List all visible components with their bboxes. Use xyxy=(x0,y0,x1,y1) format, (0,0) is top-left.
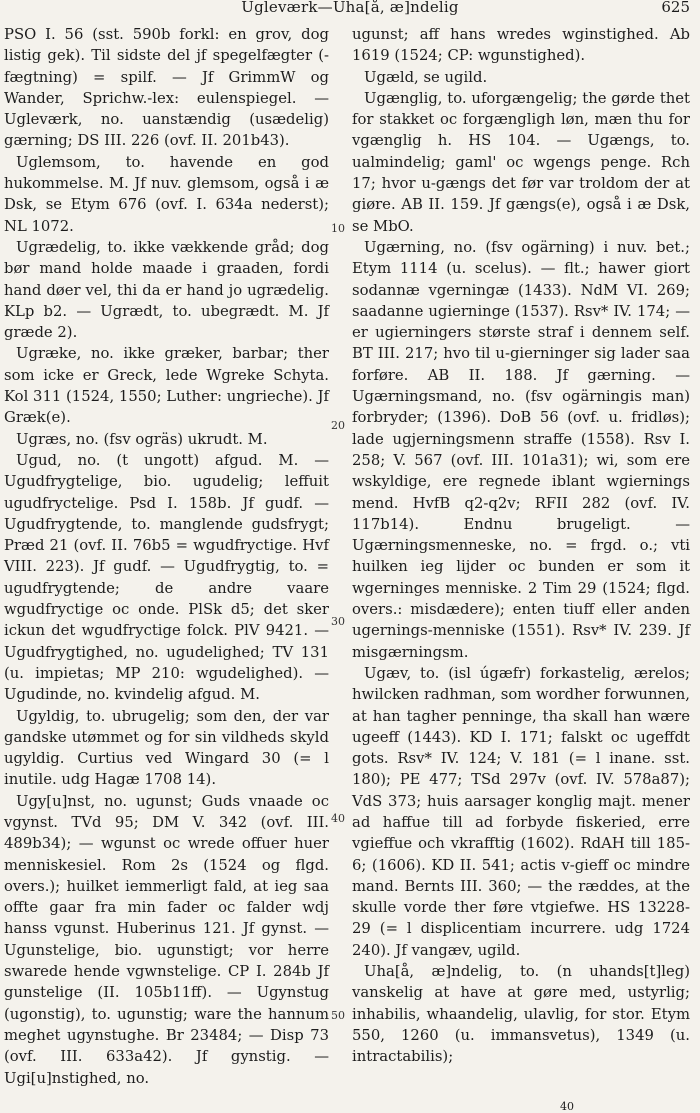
line-number: 30 xyxy=(331,615,345,628)
entry-paragraph: Ugæv, to. (isl úgæfr) forkastelig, ærelos; hwilcken radhman, som wordher forwunnen, at han tagher penninge, tha skall han wære ugeeff (1443). KD I. 171; falskt oc ugeffdt gots. Rsv* IV. 124; V. 181 (= l inane. sst. 180); PE 477; TSd 297v (ovf. IV. 578a87); VdS 373; huis aarsager konglig majt. mener ad haffue till ad forbyde fiskeried, erre vgieffue och vkrafftig (1602). RdAH till 185-6; (1606). KD II. 541; actis v-gieff oc mindre mand. Bernts III. 360; — the ræddes, at the skulle vorde ther føre vtgiefwe. HS 13228-29 (= l displicentiam incurrere. udg 1724 240). Jf vangæv, ugild. xyxy=(352,664,690,959)
entry-paragraph: Ugy[u]nst, no. ugunst; Guds vnaade oc vgynst. TVd 95; DM V. 342 (ovf. III. 489b34); — wgunst oc wrede offuer huer menniskesiel. Rom 2s (1524 og flgd. overs.); huilket iemmerligt fald, at ieg saa offte gaar fra min fader oc falder wdj hanss vgunst. Huberinus 121. Jf gynst. — Ugunstelige, bio. ugunstigt; vor herre swarede hende vgwnstelige. CP I. 284b Jf gunstelige (II. 105b11ff). — Ugynstug (ugonstig), to. ugunstig; ware the hannum meghet ugynstughe. Br 23484; — Disp 73 (ovf. III. 633a42). Jf gynstig. — Ugi[u]nstighed, no. xyxy=(4,792,329,1087)
line-number: 50 xyxy=(331,1009,345,1022)
entry-paragraph: Ugæld, se ugild. xyxy=(364,68,488,86)
entry-paragraph: Ugræke, no. ikke græker, barbar; ther som icke er Greck, lede Wgreke Schyta. Kol 311 (1524, 1550; Luther: ungrieche). Jf Græk(e). xyxy=(4,345,329,427)
entry-paragraph: Uha[å, æ]ndelig, to. (n uhands[t]leg) vanskelig at have at gøre med, ustyrlig; inhabilis, whaandelig, ulavlig, for stor. Etym 550, 1260 (u. immansvetus), 1349 (u. intractabilis); xyxy=(352,963,690,1066)
entry-paragraph: ugunst; aff hans wredes wginstighed. Ab 1619 (1524; CP: wgunstighed). xyxy=(352,26,690,65)
entry-paragraph: Ugyldig, to. ubrugelig; som den, der var gandske utømmet og for sin vildheds skyld ugyldig. Curtius ved Wingard 30 (= l inutile. udg Hagæ 1708 14). xyxy=(4,707,329,789)
footer-fragment: 40 xyxy=(560,1100,574,1113)
entry-paragraph: Ugænglig, to. uforgængelig; the gørde thet for stakket oc forgængligh løn, mæn thu for vgænglig h. HS 104. — Ugængs, to. ualmindelig; gaml' oc wgengs penge. Rch 17; hvor u-gængs det før var troldom der at giøre. AB II. 159. Jf gængs(e), også i æ Dsk, se MbO. xyxy=(352,89,690,235)
line-number: 40 xyxy=(331,812,345,825)
page-header xyxy=(0,0,700,22)
page-number: 625 xyxy=(661,0,690,16)
entry-paragraph: Ugud, no. (t ungott) afgud. M. — Ugudfrygtelige, bio. ugudelig; leffuit ugudfryctelige. Psd I. 158b. Jf gudf. — Ugudfrygtende, to. manglende gudsfrygt; Præd 21 (ovf. II. 76b5 = wgudfryctige. Hvf VIII. 223). Jf gudf. — Ugudfrygtig, to. = ugudfrygtende; de andre vaare wgudfryctige oc onde. PlSk d5; det sker ickun det wgudfryctige folck. PlV 9421. — Ugudfrygtighed, no. ugudelighed; TV 131 (u. impietas; MP 210: wgudelighed). — Ugudinde, no. kvindelig afgud. M. xyxy=(4,451,329,704)
running-title: Ugleværk—Uha[å, æ]ndelig xyxy=(241,0,459,16)
entry-paragraph: Ugrædelig, to. ikke vækkende gråd; dog bør mand holde maade i graaden, fordi hand døer vel, thi da er hand jo ugrædelig. KLp b2. — Ugrædt, to. ubegrædt. M. Jf græde 2). xyxy=(4,238,329,342)
left-column xyxy=(4,24,329,1089)
entry-paragraph: Ugræs, no. (fsv ogräs) ukrudt. M. xyxy=(16,430,268,448)
entry-paragraph: Uglemsom, to. havende en god hukommelse. M. Jf nuv. glemsom, også i æ Dsk, se Etym 676 (ovf. I. 634a nederst); NL 1072. xyxy=(4,153,329,235)
entry-paragraph: PSO I. 56 (sst. 590b forkl: en grov, dog listig gek). Til sidste del jf spegelfægter (-fægtning) = spilf. — Jf GrimmW og Wander, Sprichw.-lex: eulenspiegel. — Ugleværk, no. uanstændig (usædelig) gærning; DS III. 226 (ovf. II. 201b43). xyxy=(4,26,329,150)
right-column xyxy=(352,24,690,1068)
line-number: 20 xyxy=(331,419,345,432)
entry-paragraph: Ugærning, no. (fsv ogärning) i nuv. bet.; Etym 1114 (u. scelus). — flt.; hawer giort sodannæ vgerningæ (1433). NdM VI. 269; saadanne ugierninge (1537). Rsv* IV. 174; — er ugierningers største straf i dennem self. BT III. 217; hvo til u-gierninger sig lader saa forføre. AB II. 188. Jf gærning. — Ugærningsmand, no. (fsv ogärningis man) forbryder; (1396). DoB 56 (ovf. u. fridløs); lade ugjerningsmenn straffe (1558). Rsv I. 258; V. 567 (ovf. III. 101a31); wi, som ere wskyldige, ere regnede iblant wgiernings mend. HvfB q2-q2v; RFII 282 (ovf. IV. 117b14). Endnu brugeligt. — Ugærningsmenneske, no. = frgd. o.; vti huilken ieg lijder oc bunden er som it wgerninges menniske. 2 Tim 29 (1524; flgd. overs.: misdædere); enten tiuff eller anden ugernings-menniske (1551). Rsv* IV. 239. Jf misgærningsm. xyxy=(352,238,690,661)
line-number: 10 xyxy=(331,222,345,235)
